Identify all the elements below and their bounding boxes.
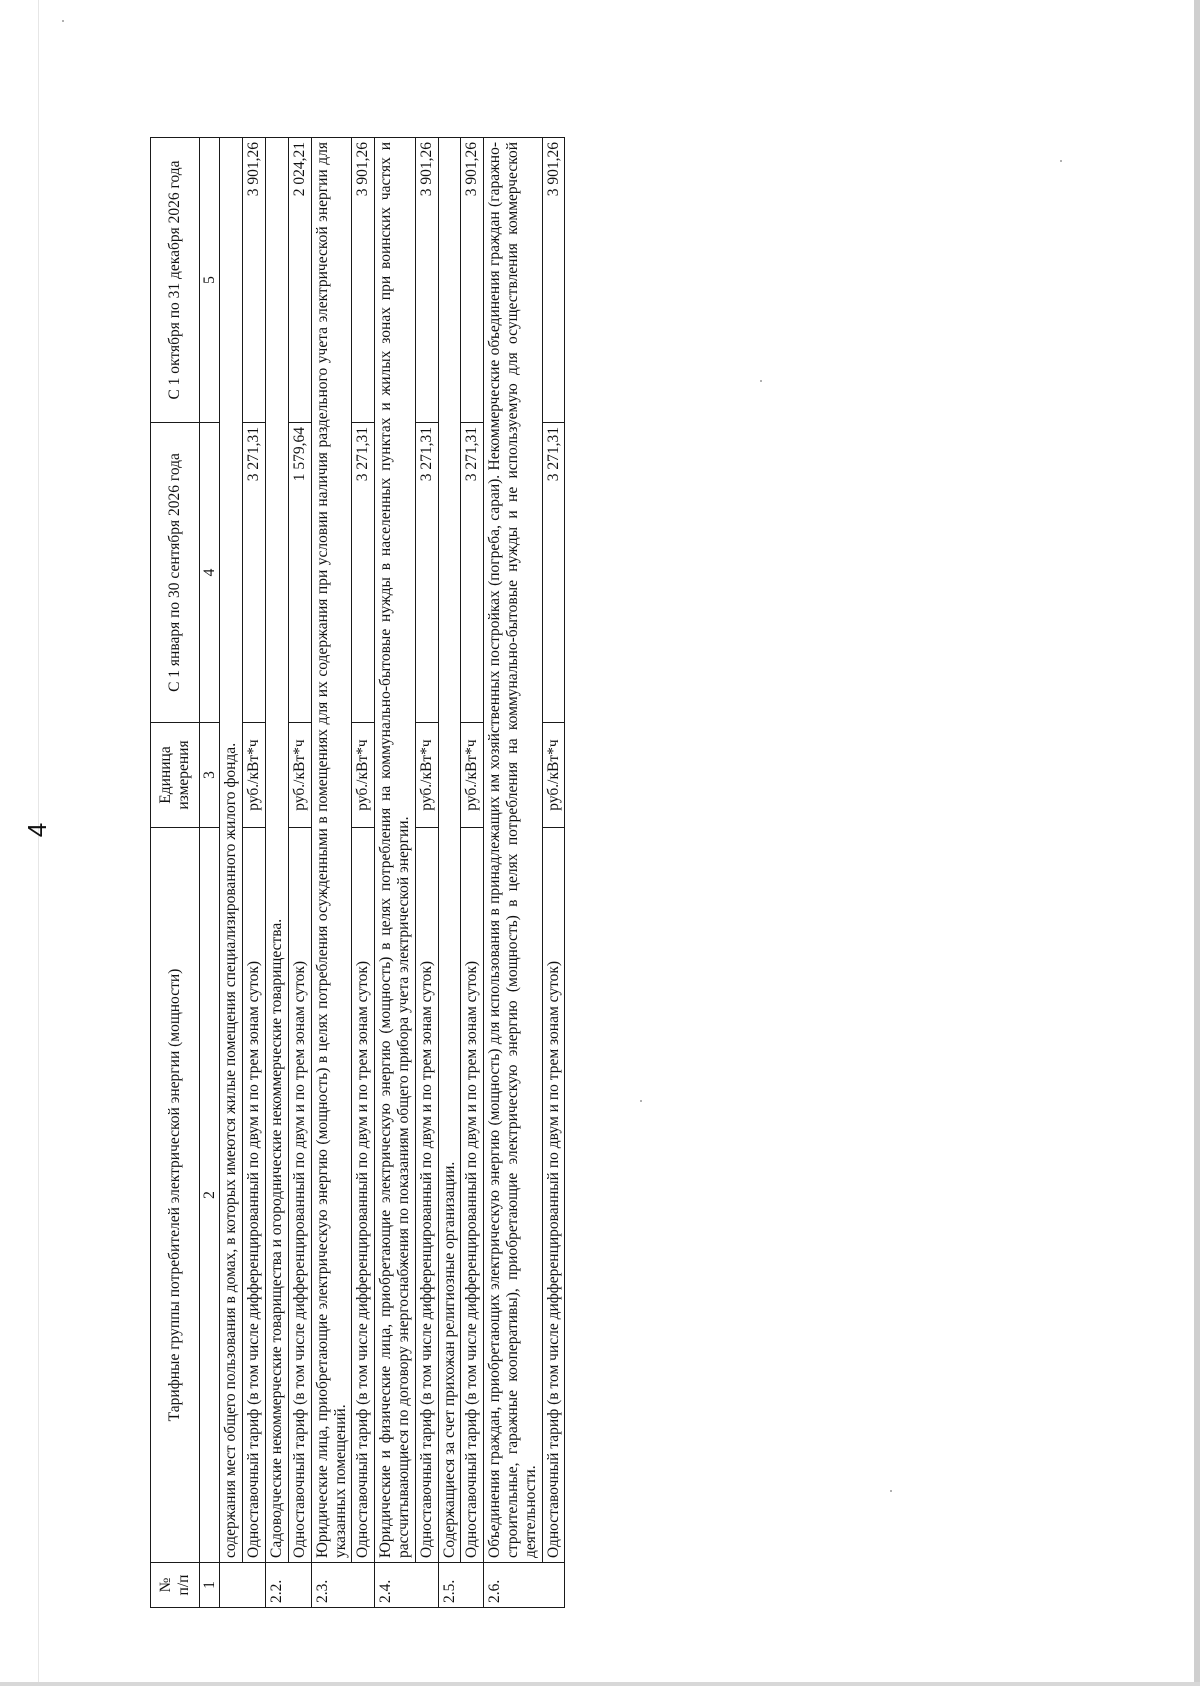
- index-row: [199, 138, 220, 1608]
- tariff-name: Одноставочный тариф (в том числе дифференцированный по двум и по трем зонам суток): [288, 828, 311, 1563]
- group-row: [266, 138, 289, 1608]
- scan-edge-right: [1194, 0, 1200, 1686]
- tariff-value-period1: 3 271,31: [461, 423, 484, 723]
- tariff-row: [415, 138, 438, 1608]
- tariff-value-period2: 3 901,26: [352, 138, 375, 423]
- row-number: 2.6.: [484, 1563, 565, 1608]
- header-period1: С 1 января по 30 сентября 2026 года: [151, 423, 200, 723]
- tariff-row: [288, 138, 311, 1608]
- tariff-value-period1: 3 271,31: [352, 423, 375, 723]
- header-num: № п/п: [151, 1563, 200, 1608]
- group-row: [438, 138, 461, 1608]
- tariff-unit: руб./кВт*ч: [461, 723, 484, 828]
- tariff-unit: руб./кВт*ч: [415, 723, 438, 828]
- tariff-value-period1: 3 271,31: [243, 423, 266, 723]
- group-description: Содержащиеся за счет прихожан религиозные организации.: [438, 138, 461, 1563]
- group-description: Объединения граждан, приобретающих электрическую энергию (мощность) для использования в принадлежащих им хозяйственных постройках (погреба, сараи). Некоммерческие объединения граждан (гаражно-строительные, гаражные кооперативы), приобретающие электрическую энергию (мощность) в целях потребления на коммунально-бытовые нужды и не используемую для осуществления коммерческой деятельности.: [484, 138, 542, 1563]
- row-number: 2.4.: [375, 1563, 438, 1608]
- row-number: [220, 1563, 266, 1608]
- scan-speck: [1060, 160, 1062, 162]
- index-cell: 4: [199, 423, 220, 723]
- row-number: 2.3.: [311, 1563, 374, 1608]
- header-name: Тарифные группы потребителей электрической энергии (мощности): [151, 828, 200, 1563]
- scan-speck: [640, 1100, 642, 1102]
- header-period2: С 1 октября по 31 декабря 2026 года: [151, 138, 200, 423]
- tariff-unit: руб./кВт*ч: [352, 723, 375, 828]
- row-number: 2.5.: [438, 1563, 484, 1608]
- tariff-value-period1: 1 579,64: [288, 423, 311, 723]
- tariff-row: [542, 138, 565, 1608]
- tariff-name: Одноставочный тариф (в том числе дифференцированный по двум и по трем зонам суток): [415, 828, 438, 1563]
- tariff-value-period2: 3 901,26: [542, 138, 565, 423]
- row-number: 2.2.: [266, 1563, 312, 1608]
- group-description: Юридические и физические лица, приобретающие электрическую энергию (мощность) в целях потребления на коммунально-бытовые нужды в населенных пунктах и жилых зонах при воинских частях и рассчитывающиеся по договору энергоснабжения по показаниям общего прибора учета электрической энергии.: [375, 138, 416, 1563]
- tariff-unit: руб./кВт*ч: [243, 723, 266, 828]
- scan-speck: [62, 20, 64, 22]
- group-description: Садоводческие некоммерческие товарищества и огороднические некоммерческие товарищества.: [266, 138, 289, 1563]
- tariff-unit: руб./кВт*ч: [288, 723, 311, 828]
- page-number: 4: [22, 822, 52, 838]
- group-description: Юридические лица, приобретающие электрическую энергию (мощность) в целях потребления осужденными в помещениях для их содержания при условии наличия раздельного учета электрической энергии для указанных помещений.: [311, 138, 352, 1563]
- scan-speck: [890, 1490, 892, 1492]
- tariff-name: Одноставочный тариф (в том числе дифференцированный по двум и по трем зонам суток): [461, 828, 484, 1563]
- tariff-name: Одноставочный тариф (в том числе дифференцированный по двум и по трем зонам суток): [352, 828, 375, 1563]
- tariff-row: [352, 138, 375, 1608]
- tariff-value-period2: 3 901,26: [243, 138, 266, 423]
- tariff-name: Одноставочный тариф (в том числе дифференцированный по двум и по трем зонам суток): [542, 828, 565, 1563]
- index-cell: 5: [199, 138, 220, 423]
- tariff-row: [461, 138, 484, 1608]
- index-cell: 3: [199, 723, 220, 828]
- tariff-value-period1: 3 271,31: [542, 423, 565, 723]
- tariff-value-period2: 3 901,26: [461, 138, 484, 423]
- group-description: содержания мест общего пользования в домах, в которых имеются жилые помещения специализированного жилого фонда.: [220, 138, 243, 1563]
- index-cell: 2: [199, 828, 220, 1563]
- tariff-value-period1: 3 271,31: [415, 423, 438, 723]
- group-row: [375, 138, 416, 1608]
- tariff-row: [243, 138, 266, 1608]
- index-cell: 1: [199, 1563, 220, 1608]
- tariff-name: Одноставочный тариф (в том числе дифференцированный по двум и по трем зонам суток): [243, 828, 266, 1563]
- header-unit: Единица измерения: [151, 723, 200, 828]
- scan-edge-bottom: [0, 1682, 1200, 1686]
- group-row: [484, 138, 542, 1608]
- group-row: [220, 138, 243, 1608]
- header-row: [151, 138, 200, 1608]
- group-row: [311, 138, 352, 1608]
- tariff-unit: руб./кВт*ч: [542, 723, 565, 828]
- tariff-value-period2: 3 901,26: [415, 138, 438, 423]
- scan-speck: [760, 380, 762, 382]
- tariff-value-period2: 2 024,21: [288, 138, 311, 423]
- rotated-page: [0, 60, 1010, 1640]
- tariff-table: [150, 137, 565, 1608]
